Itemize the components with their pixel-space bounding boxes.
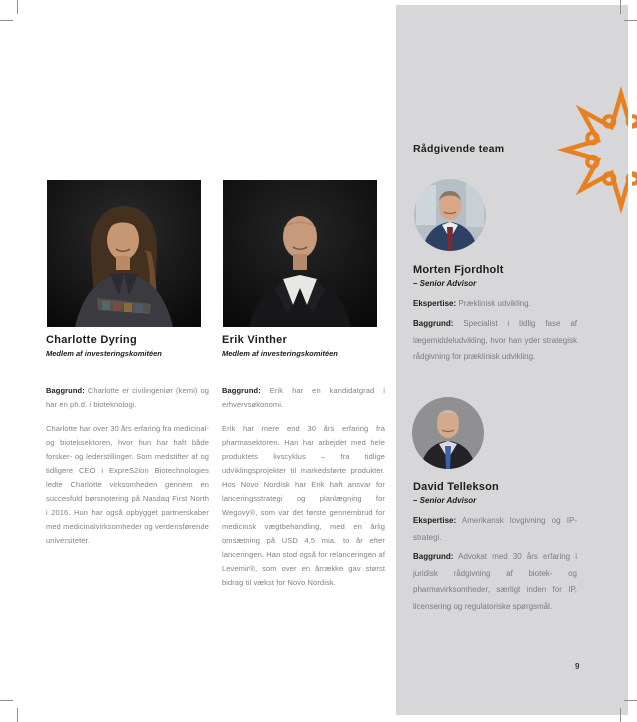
crop-mark-bottom-left-h: [0, 700, 13, 701]
crop-mark-bottom-right-h: [624, 700, 637, 701]
advisor-name: Morten Fjordholt: [413, 264, 504, 276]
advisor-expertise: [413, 296, 577, 313]
member-background-paragraph: [46, 384, 209, 412]
background-text: Advokat med 30 års erfaring i juridisk rådgivning af biotek- og pharmavirksomheder, særligt inden for IP, licensering og regulatoriske spørgsmål.: [413, 552, 578, 611]
paragraph-label: Baggrund:: [46, 386, 85, 395]
member-role: Medlem af investeringskomitéen: [222, 349, 338, 358]
member-bio-paragraph: [222, 422, 385, 590]
crop-mark-top-right-v: [620, 0, 621, 14]
member-role: Medlem af investeringskomitéen: [46, 349, 162, 358]
star-logo-icon: [551, 80, 637, 220]
crop-mark-top-left-h: [0, 20, 13, 21]
portrait-photo-erik: [223, 180, 377, 327]
expertise-text: Præklinisk udvikling.: [458, 299, 531, 308]
advisor-background: [413, 316, 577, 366]
background-text: Specialist i tidlig fase af lægemiddeludvikling, hvor han yder strategisk rådgivning for præklinisk udvikling.: [413, 319, 577, 361]
crop-mark-bottom-right-v: [620, 708, 621, 722]
crop-mark-bottom-left-v: [17, 708, 18, 722]
member-name: Charlotte Dyring: [46, 334, 137, 346]
crop-mark-top-left-v: [17, 0, 18, 14]
paragraph-text: Erik har mere end 30 års erfaring fra pharmasektoren. Han har arbejdet med hele produktets livscyklus – fra tidlige udviklingsprojekter til markedsførte produkter. Hos Novo Nordisk har Erik haft ansvar for lanceringsstrategi og planlægning for Wegovy®, som var det første gennembrud for medicinsk vægtbehandling, med en årlig omsætning på USD 4,5 mia. to år efter lanceringen. Han stod også for relanceringen af Levemir®, som over en årrække gav størst bidrag til vækst for Novo Nordisk.: [222, 424, 385, 587]
expertise-label: Ekspertise:: [413, 299, 457, 308]
advisor-background: [413, 549, 577, 615]
page-gutter: [628, 0, 632, 722]
background-label: Baggrund:: [413, 319, 454, 328]
paragraph-text: Charlotte har over 30 års erfaring fra medicinal- og bioteksektoren, hvor hun har haft både forsker- og lederstillinger. Som medstifter af og tidligere CEO i ExpreS2ion Biotechnologies ledte Charlotte virksomheden gennem en succesfuld børsnotering på Nasdaq First North i 2016. Hun har også opbygget partnerskaber med medicinalvirksomheder og verdensførende universiteter.: [46, 424, 209, 545]
advisor-photo-morten: [414, 179, 486, 251]
member-bio-paragraph: [46, 422, 209, 548]
portrait-photo-charlotte: [47, 180, 201, 327]
sidebar-title: Rådgivende team: [413, 143, 505, 155]
advisor-role: – Senior Advisor: [413, 279, 477, 288]
paragraph-label: Baggrund:: [222, 386, 261, 395]
expertise-text: Amerikansk lovgivning og IP-strategi.: [413, 516, 578, 542]
paragraph-text: Charlotte er civilingeniør (kemi) og har en ph.d. i bioteknologi.: [46, 386, 209, 409]
paragraph-text: Erik har en kandidatgrad i erhvervsøkonomi.: [222, 386, 385, 409]
expertise-label: Ekspertise:: [413, 516, 457, 525]
advisor-expertise: [413, 513, 577, 546]
member-name: Erik Vinther: [222, 334, 288, 346]
advisor-photo-david: [412, 397, 484, 469]
page-number: 9: [575, 662, 580, 671]
advisor-name: David Tellekson: [413, 481, 499, 493]
member-background-paragraph: [222, 384, 385, 412]
advisor-role: – Senior Advisor: [413, 496, 477, 505]
background-label: Baggrund:: [413, 552, 454, 561]
crop-mark-top-right-h: [624, 20, 637, 21]
